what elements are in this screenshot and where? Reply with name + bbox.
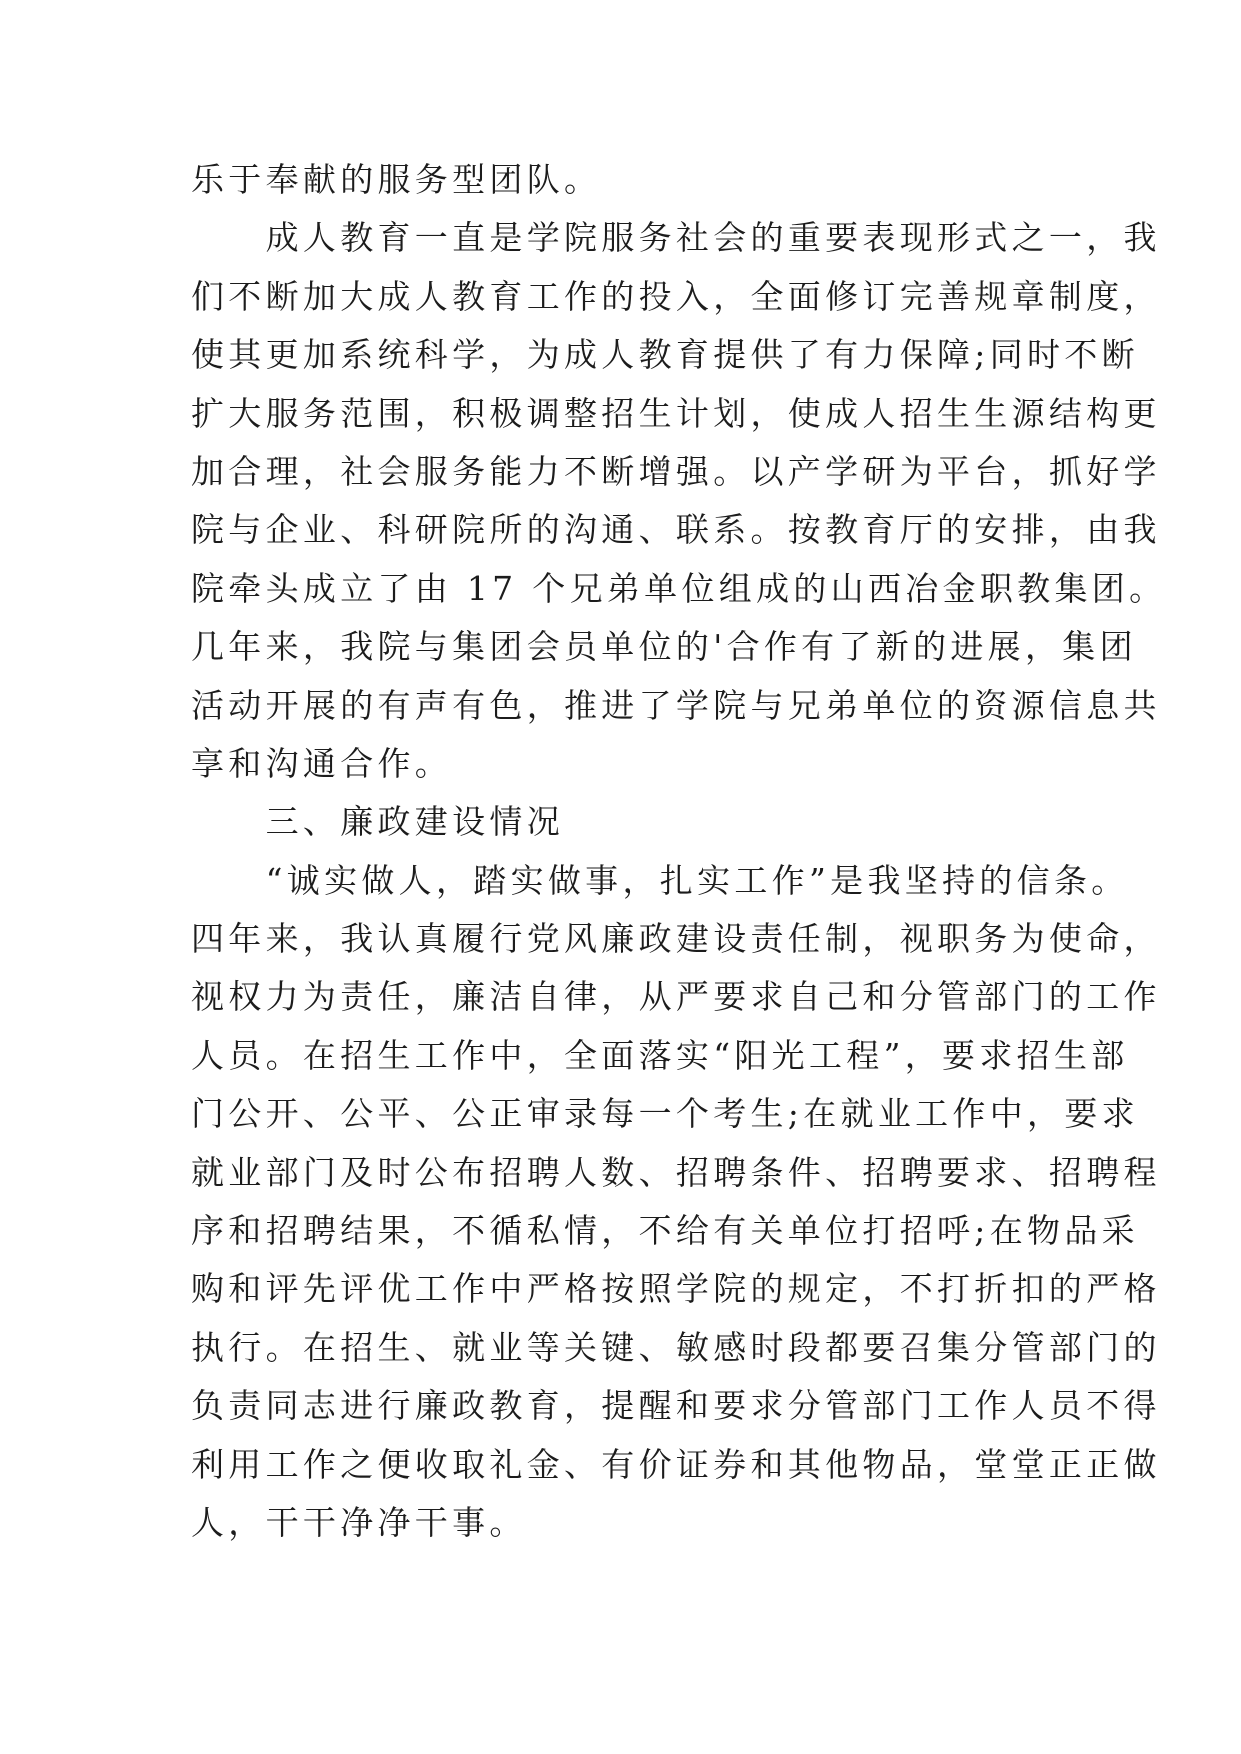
text-line: 门公开、公平、公正审录每一个考生;在就业工作中，要求 bbox=[191, 1094, 1139, 1134]
text-line: 们不断加大成人教育工作的投入，全面修订完善规章制度， bbox=[191, 276, 1161, 316]
text-line: 视权力为责任，廉洁自律，从严要求自己和分管部门的工作 bbox=[191, 977, 1161, 1017]
text-line: “诚实做人，踏实做事，扎实工作”是我坚持的信条。 bbox=[191, 860, 1129, 900]
text-line: 活动开展的有声有色，推进了学院与兄弟单位的资源信息共 bbox=[191, 685, 1161, 725]
text-line: 扩大服务范围，积极调整招生计划，使成人招生生源结构更 bbox=[191, 393, 1161, 433]
document-body bbox=[191, 151, 1167, 1552]
text-line: 院与企业、科研院所的沟通、联系。按教育厅的安排，由我 bbox=[191, 510, 1161, 550]
text-line: 享和沟通合作。 bbox=[191, 743, 453, 783]
text-line: 几年来，我院与集团会员单位的'合作有了新的进展，集团 bbox=[191, 627, 1137, 667]
text-line: 使其更加系统科学，为成人教育提供了有力保障;同时不断 bbox=[191, 335, 1139, 375]
text-line: 院牵头成立了由 17 个兄弟单位组成的山西冶金职教集团。 bbox=[191, 568, 1167, 608]
text-line: 乐于奉献的服务型团队。 bbox=[191, 160, 602, 199]
text-line: 就业部门及时公布招聘人数、招聘条件、招聘要求、招聘程 bbox=[191, 1152, 1161, 1192]
text-line: 负责同志进行廉政教育，提醒和要求分管部门工作人员不得 bbox=[191, 1386, 1161, 1426]
text-line: 成人教育一直是学院服务社会的重要表现形式之一，我 bbox=[191, 218, 1161, 258]
section-heading: 三、廉政建设情况 bbox=[191, 802, 564, 842]
text-line: 序和招聘结果，不循私情，不给有关单位打招呼;在物品采 bbox=[191, 1211, 1139, 1251]
text-line: 购和评先评优工作中严格按照学院的规定，不打折扣的严格 bbox=[191, 1269, 1161, 1309]
text-line: 四年来，我认真履行党风廉政建设责任制，视职务为使命， bbox=[191, 919, 1161, 959]
text-line: 加合理，社会服务能力不断增强。以产学研为平台，抓好学 bbox=[191, 451, 1161, 491]
text-line: 人员。在招生工作中，全面落实“阳光工程”，要求招生部 bbox=[191, 1035, 1129, 1075]
text-line: 人，干干净净干事。 bbox=[191, 1502, 527, 1542]
text-line: 利用工作之便收取礼金、有价证券和其他物品，堂堂正正做 bbox=[191, 1444, 1161, 1484]
text-line: 执行。在招生、就业等关键、敏感时段都要召集分管部门的 bbox=[191, 1327, 1161, 1367]
